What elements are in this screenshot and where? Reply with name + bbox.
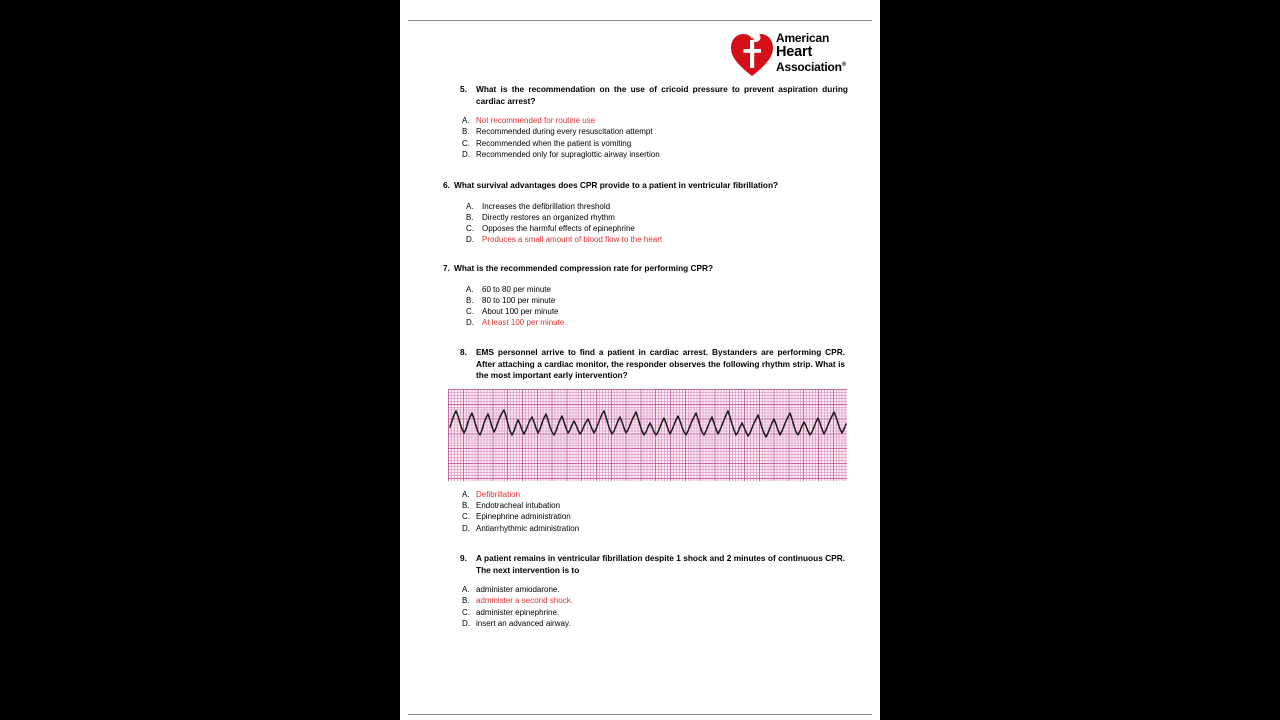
- question-text: A patient remains in ventricular fibrillation despite 1 shock and 2 minutes of continuous CPR. The next intervention is to: [476, 553, 845, 575]
- option-letter: D.: [466, 318, 474, 328]
- option-c[interactable]: [466, 306, 848, 317]
- option-letter: B.: [466, 212, 474, 222]
- option-letter: D.: [466, 235, 474, 245]
- option-b[interactable]: [466, 212, 848, 223]
- option-text: At least 100 per minute: [482, 318, 565, 328]
- question-text: What is the recommended compression rate for performing CPR?: [454, 263, 714, 273]
- option-d[interactable]: [462, 149, 848, 160]
- option-letter: D.: [462, 523, 470, 533]
- options-list: [462, 115, 848, 160]
- option-a[interactable]: [466, 284, 848, 295]
- option-letter: B.: [462, 596, 470, 606]
- option-c[interactable]: [462, 607, 845, 618]
- option-text: Recommended during every resuscitation attempt: [476, 127, 653, 137]
- option-letter: A.: [466, 284, 474, 294]
- option-b[interactable]: [462, 126, 848, 137]
- question-text: What is the recommendation on the use of cricoid pressure to prevent aspiration during cardiac arrest?: [476, 84, 848, 106]
- options-list: [466, 201, 848, 246]
- option-a[interactable]: [462, 489, 847, 500]
- option-b[interactable]: [462, 595, 845, 606]
- option-letter: A.: [462, 116, 470, 126]
- option-c[interactable]: [462, 511, 847, 522]
- option-letter: C.: [466, 224, 474, 233]
- question-number: 6.: [443, 180, 450, 190]
- option-letter: B.: [462, 501, 470, 511]
- question-text: EMS personnel arrive to find a patient in cardiac arrest. Bystanders are performing CPR. After attaching a cardiac monitor, the responder observes the following rhythm strip. What is the most important early intervention?: [476, 347, 845, 381]
- options-list: [462, 584, 845, 629]
- ecg-waveform: [448, 389, 847, 481]
- option-letter: A.: [466, 201, 474, 211]
- question-block-5: [460, 84, 848, 160]
- option-letter: B.: [462, 127, 470, 137]
- option-c[interactable]: [466, 223, 848, 234]
- option-text: Directly restores an organized rhythm: [482, 212, 615, 222]
- option-text: administer epinephrine.: [476, 607, 560, 617]
- option-text: administer a second shock.: [476, 596, 573, 606]
- document-page: [400, 0, 880, 720]
- option-d[interactable]: [466, 234, 848, 245]
- option-letter: D.: [462, 618, 470, 628]
- option-text: insert an advanced airway.: [476, 618, 571, 628]
- logo-wordmark: [776, 32, 846, 75]
- footer-rule: [408, 714, 872, 715]
- logo-line-heart: Heart: [776, 43, 813, 60]
- option-letter: A.: [462, 585, 470, 595]
- question-heading: [460, 347, 845, 382]
- option-letter: C.: [462, 138, 470, 148]
- question-number: 8.: [460, 347, 467, 357]
- option-text: About 100 per minute: [482, 307, 559, 316]
- question-heading: [460, 84, 848, 107]
- question-number: 9.: [460, 553, 467, 563]
- option-a[interactable]: [462, 584, 845, 595]
- option-text: Recommended when the patient is vomiting: [476, 138, 632, 148]
- option-d[interactable]: [462, 523, 847, 534]
- option-text: Produces a small amount of blood flow to the heart: [482, 235, 663, 245]
- option-d[interactable]: [466, 317, 848, 328]
- options-list-8: [462, 489, 847, 534]
- option-letter: A.: [462, 490, 470, 499]
- question-heading: [443, 180, 848, 192]
- question-block-9: [460, 553, 845, 629]
- option-text: Endotracheal intubation: [476, 501, 561, 511]
- option-text: Increases the defibrillation threshold: [482, 201, 611, 211]
- logo-line-american: American: [776, 31, 830, 45]
- heart-torch-icon: [730, 28, 774, 78]
- registered-mark: ®: [841, 62, 847, 68]
- logo-line-association: [776, 59, 846, 75]
- question-block-7: [443, 263, 848, 328]
- question-block-6: [443, 180, 848, 245]
- option-text: Opposes the harmful effects of epinephrine: [482, 224, 635, 233]
- question-heading: [460, 553, 845, 576]
- options-list: [466, 284, 848, 329]
- ventricular-fibrillation-rhythm-strip: [448, 389, 847, 481]
- option-letter: C.: [462, 512, 470, 522]
- question-number: 7.: [443, 263, 450, 273]
- question-block-8: [460, 347, 845, 382]
- option-b[interactable]: [462, 500, 847, 511]
- option-text: Defibrillation: [476, 490, 521, 499]
- option-text: administer amiodarone.: [476, 585, 560, 595]
- option-text: Antiarrhythmic administration: [476, 523, 580, 533]
- option-letter: C.: [466, 307, 474, 316]
- question-text: What survival advantages does CPR provide to a patient in ventricular fibrillation?: [454, 180, 779, 190]
- option-text: Recommended only for supraglottic airway insertion: [476, 149, 660, 159]
- question-number: 5.: [460, 84, 467, 94]
- option-letter: B.: [466, 295, 474, 305]
- option-b[interactable]: [466, 295, 848, 306]
- option-letter: C.: [462, 607, 470, 617]
- option-text: Epinephrine administration: [476, 512, 571, 522]
- header-rule: [408, 20, 872, 21]
- option-a[interactable]: [462, 115, 848, 126]
- option-a[interactable]: [466, 201, 848, 212]
- american-heart-association-logo: [730, 28, 855, 78]
- option-d[interactable]: [462, 618, 845, 629]
- option-text: 80 to 100 per minute: [482, 295, 556, 305]
- option-text: 60 to 80 per minute: [482, 284, 551, 294]
- option-c[interactable]: [462, 138, 848, 149]
- question-heading: [443, 263, 848, 275]
- option-text: Not recommended for routine use: [476, 116, 596, 126]
- logo-association-word: Association: [776, 60, 842, 74]
- option-letter: D.: [462, 149, 470, 159]
